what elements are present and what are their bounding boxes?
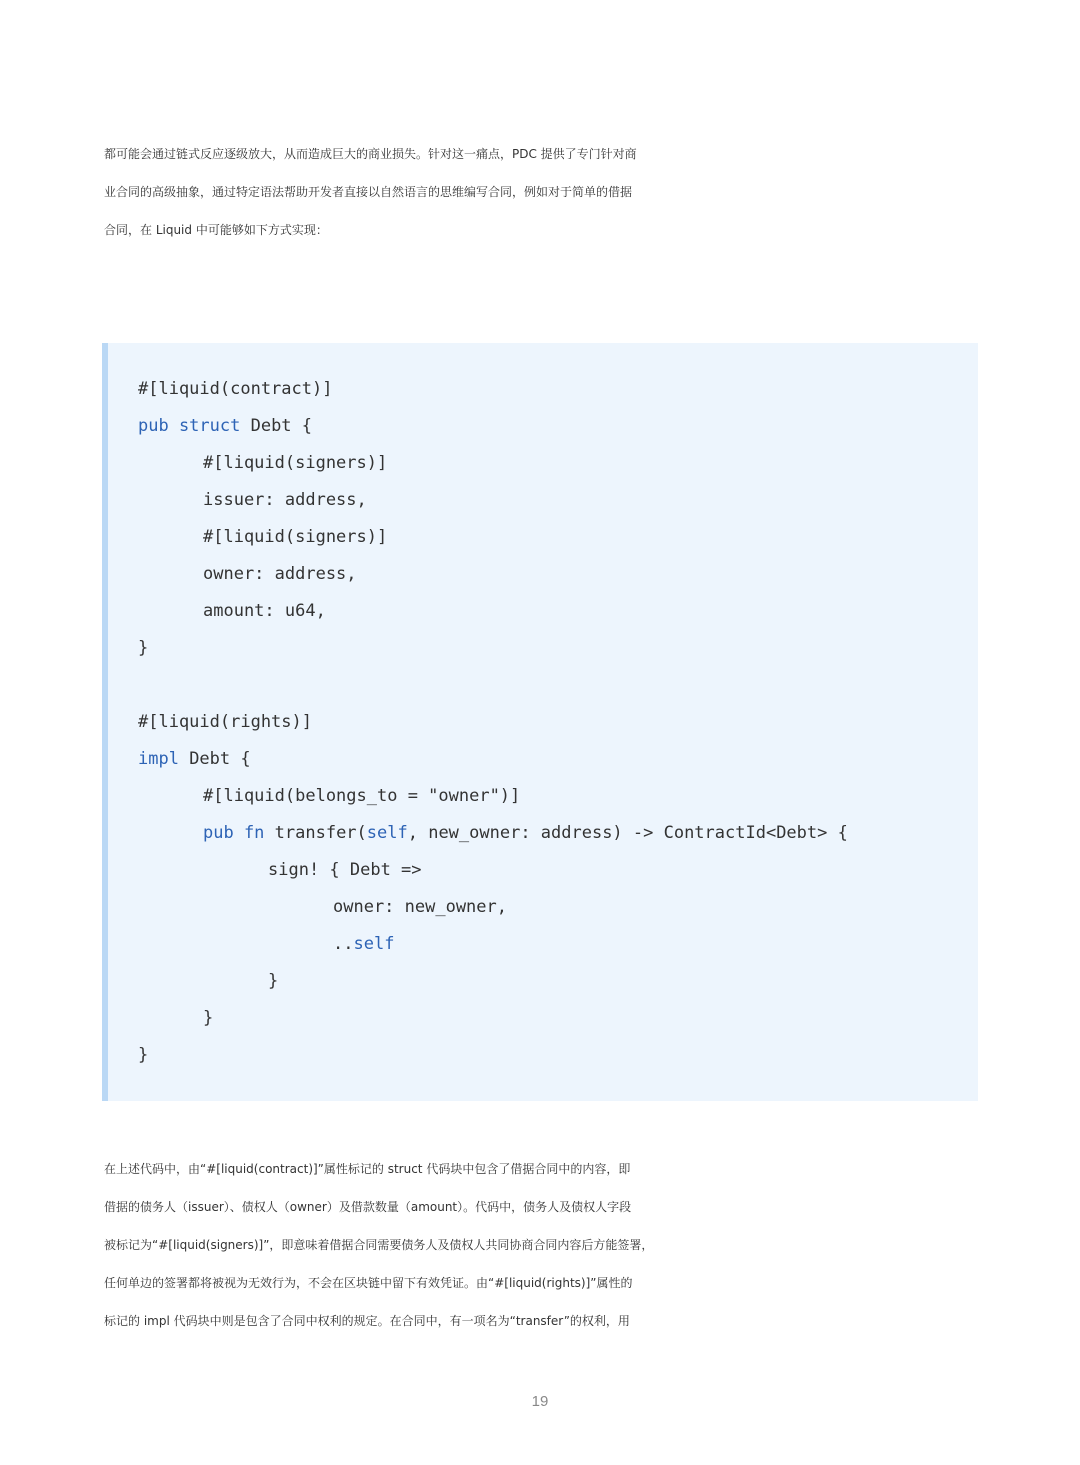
body-line: 借据的债务人（issuer）、债权人（owner）及借款数量（amount）。代码中，债务人及债权人字段 (104, 1200, 632, 1214)
code-line (138, 1000, 848, 1037)
code-line (138, 778, 848, 815)
code-line (138, 556, 848, 593)
body-line: 标记的 impl 代码块中则是包含了合同中权利的规定。在合同中，有一项名为“transfer”的权利，用 (104, 1314, 630, 1328)
code-lines (138, 371, 848, 1074)
body-line: 任何单边的签署都将被视为无效行为，不会在区块链中留下有效凭证。由“#[liquid(rights)]”属性的 (104, 1276, 633, 1290)
code-line (138, 963, 848, 1000)
code-text: } (138, 1045, 149, 1065)
code-text: owner: new_owner, (333, 897, 507, 917)
code-text: Debt { (240, 416, 313, 436)
code-text: Debt { (178, 749, 251, 769)
code-line (138, 815, 848, 852)
code-text: } (138, 638, 149, 658)
code-text: transfer( (264, 823, 367, 843)
code-line (138, 482, 848, 519)
code-text: issuer: address, (203, 490, 367, 510)
code-text: , new_owner: address) -> ContractId<Debt> { (407, 823, 848, 843)
code-text: #[liquid(rights)] (138, 712, 312, 732)
code-text: } (203, 1008, 214, 1028)
code-line (138, 1037, 848, 1074)
code-text: #[liquid(belongs_to = "owner")] (203, 786, 521, 806)
code-keyword: pub fn (203, 823, 265, 843)
intro-line: 都可能会通过链式反应逐级放大，从而造成巨大的商业损失。针对这一痛点，PDC 提供了专门针对商 (104, 147, 637, 161)
code-text: #[liquid(signers)] (203, 453, 388, 473)
code-line (138, 371, 848, 408)
code-text: #[liquid(contract)] (138, 379, 333, 399)
code-line (138, 704, 848, 741)
code-text: owner: address, (203, 564, 357, 584)
page-number: 19 (531, 1393, 549, 1410)
code-line (138, 593, 848, 630)
code-line (138, 741, 848, 778)
body-line: 被标记为“#[liquid(signers)]”，即意味着借据合同需要债务人及债权人共同协商合同内容后方能签署， (104, 1238, 654, 1252)
code-text: #[liquid(signers)] (203, 527, 388, 547)
code-keyword: pub struct (138, 416, 241, 436)
body-line: 在上述代码中，由“#[liquid(contract)]”属性标记的 struct 代码块中包含了借据合同中的内容，即 (104, 1162, 631, 1176)
code-block (102, 343, 978, 1101)
code-line (138, 630, 848, 667)
intro-paragraph (104, 135, 980, 249)
code-keyword: self (353, 934, 395, 954)
code-text: sign! { Debt => (268, 860, 422, 880)
code-line (138, 852, 848, 889)
code-text: } (268, 971, 279, 991)
body-paragraph (104, 1150, 980, 1340)
code-text: amount: u64, (203, 601, 326, 621)
code-blank-line (138, 667, 848, 704)
code-line (138, 519, 848, 556)
code-text: .. (333, 934, 354, 954)
code-keyword: self (366, 823, 408, 843)
code-keyword: impl (138, 749, 179, 769)
code-line (138, 408, 848, 445)
code-line (138, 445, 848, 482)
code-line (138, 889, 848, 926)
code-line (138, 926, 848, 963)
intro-line: 业合同的高级抽象，通过特定语法帮助开发者直接以自然语言的思维编写合同，例如对于简单的借据 (104, 185, 633, 199)
intro-line: 合同，在 Liquid 中可能够如下方式实现： (104, 223, 328, 237)
